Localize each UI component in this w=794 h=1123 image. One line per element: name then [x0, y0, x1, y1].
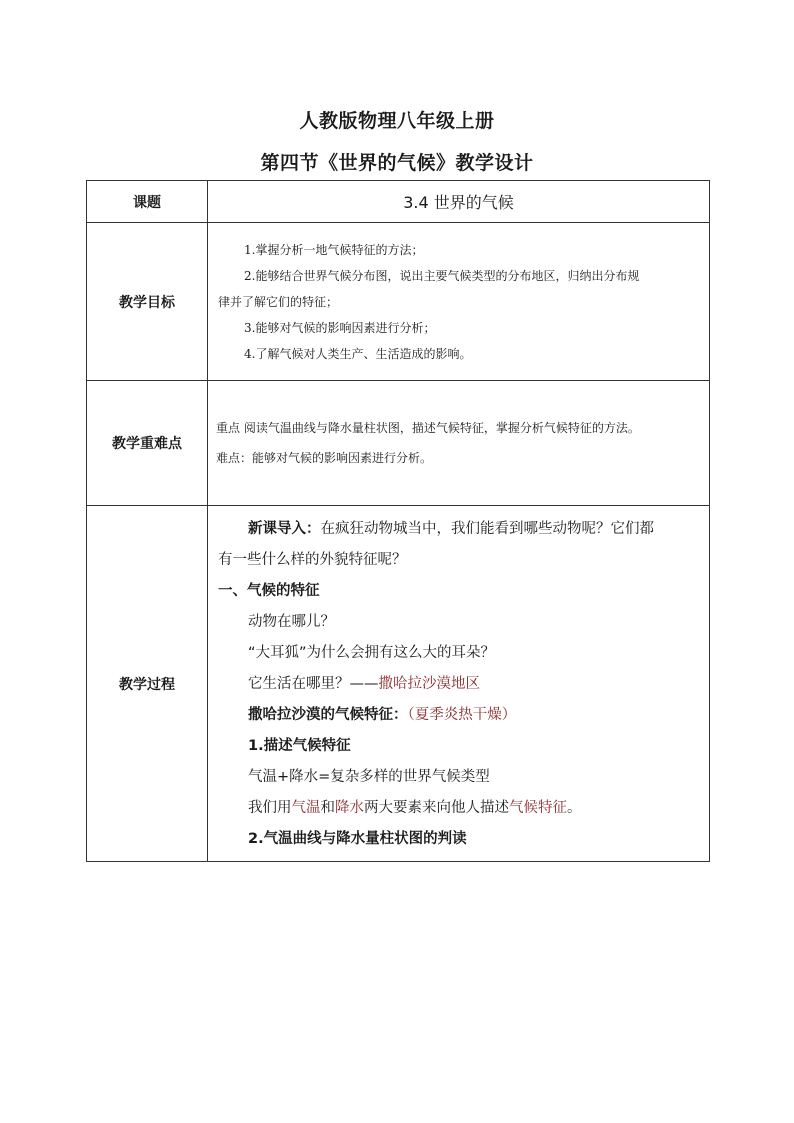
subsection-heading: 2.气温曲线与降水量柱状图的判读 [248, 831, 467, 847]
intro-line-continued: 有一些什么样的外貌特征呢？ [218, 552, 407, 568]
desc-part: 。 [567, 800, 582, 816]
key-point-difficulty: 难点：能够对气候的影响因素进行分析。 [216, 451, 433, 465]
desc-highlight-rain: 降水 [335, 800, 364, 816]
intro-line [218, 514, 699, 545]
question-prefix: 它生活在哪里？—— [248, 676, 379, 692]
topic-label: 课题 [87, 181, 208, 223]
process-row [87, 506, 710, 862]
objectives-label: 教学目标 [87, 223, 208, 381]
topic-value: 3.4 世界的气候 [208, 181, 710, 223]
section-heading: 一、气候的特征 [218, 583, 320, 599]
lesson-plan-table [86, 180, 710, 862]
objective-item-continuation: 律并了解它们的特征； [218, 294, 339, 309]
desc-highlight-feature: 气候特征 [509, 800, 567, 816]
process-label: 教学过程 [87, 506, 208, 862]
key-points-label: 教学重难点 [87, 381, 208, 506]
key-points-row [87, 381, 710, 506]
intro-heading: 新课导入： [248, 521, 321, 537]
process-content [208, 506, 710, 862]
objective-item: 2.能够结合世界气候分布图，说出主要气候类型的分布地区，归纳出分布规 [244, 268, 640, 283]
climate-feature-label: 撒哈拉沙漠的气候特征： [248, 707, 408, 723]
intro-text: 在疯狂动物城当中，我们能看到哪些动物呢？它们都 [320, 521, 654, 537]
document-title: 人教版物理八年级上册 [299, 110, 495, 132]
subsection-heading: 1.描述气候特征 [248, 738, 351, 754]
objectives-content [208, 223, 710, 381]
question-line: “大耳狐”为什么会拥有这么大的耳朵？ [248, 645, 496, 661]
description-line [218, 793, 699, 824]
question-line: 动物在哪儿？ [248, 614, 335, 630]
key-points-content [208, 381, 710, 506]
climate-feature-value: （夏季炎热干燥） [407, 707, 517, 723]
objective-item: 1.掌握分析一地气候特征的方法； [244, 242, 424, 257]
objective-item: 3.能够对气候的影响因素进行分析； [244, 320, 436, 335]
answer-highlight: 撒哈拉沙漠地区 [378, 676, 480, 692]
objectives-row [87, 223, 710, 381]
climate-feature-line [218, 700, 699, 731]
topic-row [87, 181, 710, 223]
desc-highlight-temp: 气温 [291, 800, 321, 816]
key-point-focus: 重点 阅读气温曲线与降水量柱状图，描述气候特征，掌握分析气候特征的方法。 [216, 421, 640, 435]
desc-part: 两大要素来向他人描述 [364, 800, 509, 816]
desc-part: 我们用 [248, 800, 292, 816]
formula-line: 气温+降水=复杂多样的世界气候类型 [248, 769, 490, 785]
document-subtitle: 第四节《世界的气候》教学设计 [260, 152, 534, 174]
desc-part: 和 [320, 800, 335, 816]
question-line [218, 669, 699, 700]
objective-item: 4.了解气候对人类生产、生活造成的影响。 [244, 346, 472, 361]
